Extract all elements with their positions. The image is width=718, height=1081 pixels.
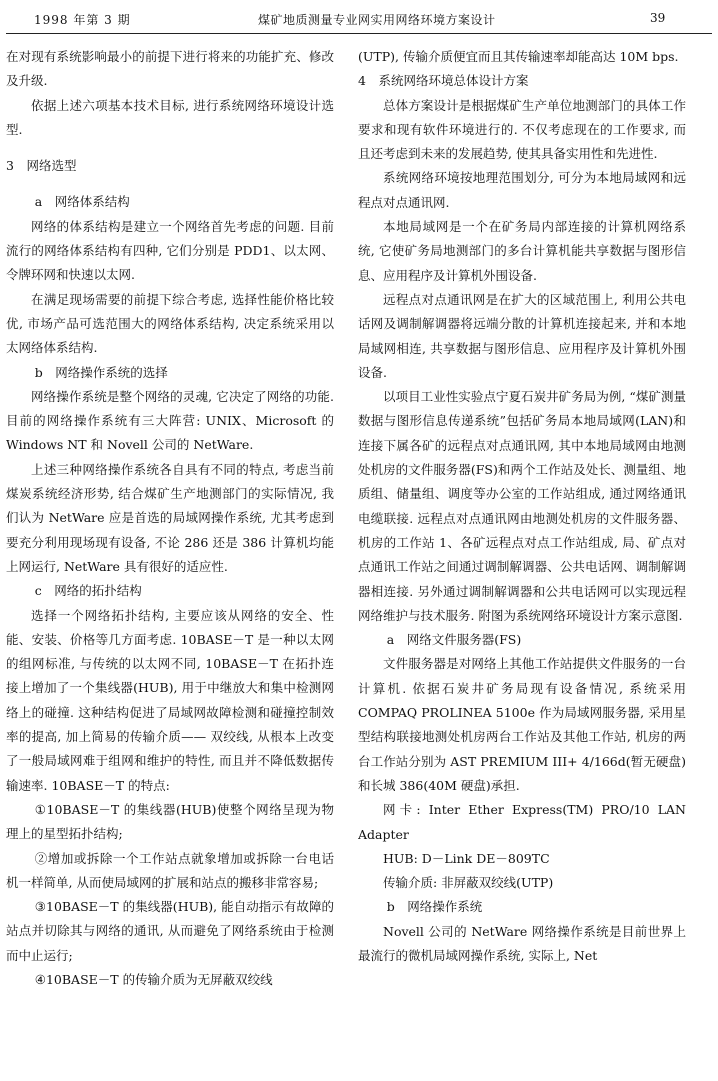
paragraph: 网卡: Inter Ether Express(TM) PRO/10 LAN Adapter — [358, 802, 686, 842]
paragraph: 传输介质: 非屏蔽双绞线(UTP) — [383, 875, 554, 891]
page-header — [0, 0, 718, 38]
subsection-heading: a 网络文件服务器(FS) — [386, 632, 522, 648]
list-item: ①10BASE－T 的集线器(HUB)使整个网络呈现为物理上的星型拓扑结构; — [6, 801, 334, 842]
subsection-heading: a 网络体系结构 — [34, 194, 130, 210]
section-heading: 4 系统网络环境总体设计方案 — [358, 73, 529, 89]
subsection-heading: b 网络操作系统的选择 — [34, 364, 168, 380]
paragraph: 在满足现场需要的前提下综合考虑, 选择性能价格比较优, 市场产品可选范围大的网络体系结构, 决定系统采用以太网络体系结构. — [6, 291, 334, 356]
running-title: 煤矿地质测量专业网实用网络环境方案设计 — [258, 13, 496, 27]
paragraph: 选择一个网络拓扑结构, 主要应该从网络的安全、性能、安装、价格等几方面考虑. 10BASE－T 是一种以太网的组网标准, 与传统的以太网不同, 10BASE－T 在拓扑连接上增加了一个集线器(HUB), 用于中继放大和集中检测网络上的碰撞. 这种结构促进了局域网故障检测和碰撞控制效率的提高, 加上简易的传输介质—— 双绞线, 从根本上改变了一般局域网难于组网和维护的特性, 而且并不降低数据传输速率. 10BASE－T 的特点: — [6, 607, 334, 793]
section-heading: 3 网络选型 — [6, 158, 77, 174]
list-item: ④10BASE－T 的传输介质为无屏蔽双绞线 — [34, 971, 273, 987]
paragraph: 网络的体系结构是建立一个网络首先考虑的问题. 目前流行的网络体系结构有四种, 它们分别是 PDD1、以太网、令牌环网和快速以太网. — [6, 218, 334, 283]
paragraph: 网络操作系统是整个网络的灵魂, 它决定了网络的功能. 目前的网络操作系统有三大阵营: UNIX、Microsoft 的 Windows NT 和 Novell 公司的 NetWare. — [6, 388, 334, 453]
page-number: 39 — [650, 11, 666, 25]
left-column — [6, 45, 334, 1075]
paragraph: 依据上述六项基本技术目标, 进行系统网络环境设计选型. — [6, 97, 334, 137]
paragraph: 以项目工业性实验点宁夏石炭井矿务局为例, “煤矿测量数据与图形信息传递系统”包括矿务局本地局域网(LAN)和连接下属各矿的远程点对点通讯网, 其中本地局域网由地测处机房的文件服务器(FS)和两个工作站及处长、测量组、地质组、储量组、调度等办公室的工作站组成, 通过网络通讯电缆联接. 远程点对点通讯网由地测处机房的文件服务器、机房的工作站 1、各矿远程点对点工作站组成, 局、矿点对点通讯工作站之间通过调制解调器、公共电话网、调制解调器相连接. 另外通过调制解调器和公共电话网可以实现远程网络维护与技术服务. 附图为系统网络环境设计方案示意图. — [358, 389, 686, 623]
subsection-heading: c 网络的拓扑结构 — [34, 583, 142, 599]
paragraph: 文件服务器是对网络上其他工作站提供文件服务的一台计算机. 依据石炭井矿务局现有设备情况, 系统采用 COMPAQ PROLINEA 5100e 作为局域网服务器, 采用星型结构联接地测处机房两台工作站及其他工作站, 机房的两台工作站分别为 AST PREMIUM III+ 4/166d(暂无硬盘)和长城 386(40M 硬盘)承担. — [358, 656, 686, 793]
paragraph: 系统网络环境按地理范围划分, 可分为本地局域网和远程点对点通讯网. — [358, 170, 686, 210]
paragraph: 在对现有系统影响最小的前提下进行将来的功能扩充、修改及升级. — [6, 49, 334, 89]
paragraph: (UTP), 传输介质便宜而且其传输速率却能高达 10M bps. — [358, 49, 679, 64]
paragraph: Novell 公司的 NetWare 网络操作系统是目前世界上最流行的微机局域网操作系统, 实际上, Net — [358, 923, 686, 963]
header-rule — [6, 33, 712, 34]
paragraph: 本地局域网是一个在矿务局内部连接的计算机网络系统, 它使矿务局地测部门的多台计算机能共享数据与图形信息、应用程序及计算机外围设备. — [358, 219, 686, 283]
paragraph: 总体方案设计是根据煤矿生产单位地测部门的具体工作要求和现有软件环境进行的. 不仅考虑现在的工作要求, 而且还考虑到未来的发展趋势, 使其具备实用性和先进性. — [358, 97, 686, 162]
subsection-heading: b 网络操作系统 — [386, 899, 483, 915]
paragraph: 上述三种网络操作系统各自具有不同的特点, 考虑当前煤炭系统经济形势, 结合煤矿生产地测部门的实际情况, 我们认为 NetWare 应是首选的局域网操作系统, 尤其考虑到要充分利用现场现有设备, 不论 286 还是 386 计算机均能上网运行, NetWare 具有很好的适应性. — [6, 461, 334, 574]
list-item: ③10BASE－T 的集线器(HUB), 能自动指示有故障的站点并切除其与网络的通讯, 从而避免了网络系统由于检测而中止运行; — [6, 899, 334, 963]
paragraph: HUB: D－Link DE－809TC — [383, 850, 550, 866]
right-column — [358, 45, 686, 1075]
paragraph: 远程点对点通讯网是在扩大的区域范围上, 利用公共电话网及调制解调器将远端分散的计算机连接起来, 并和本地局域网相连, 共享数据与图形信息、应用程序及计算机外围设备. — [358, 291, 686, 380]
issue-label: 1998 年第 3 期 — [34, 13, 131, 27]
list-item: ②增加或拆除一个工作站点就象增加或拆除一台电话机一样简单, 从而使局域网的扩展和站点的搬移非常容易; — [6, 850, 334, 890]
